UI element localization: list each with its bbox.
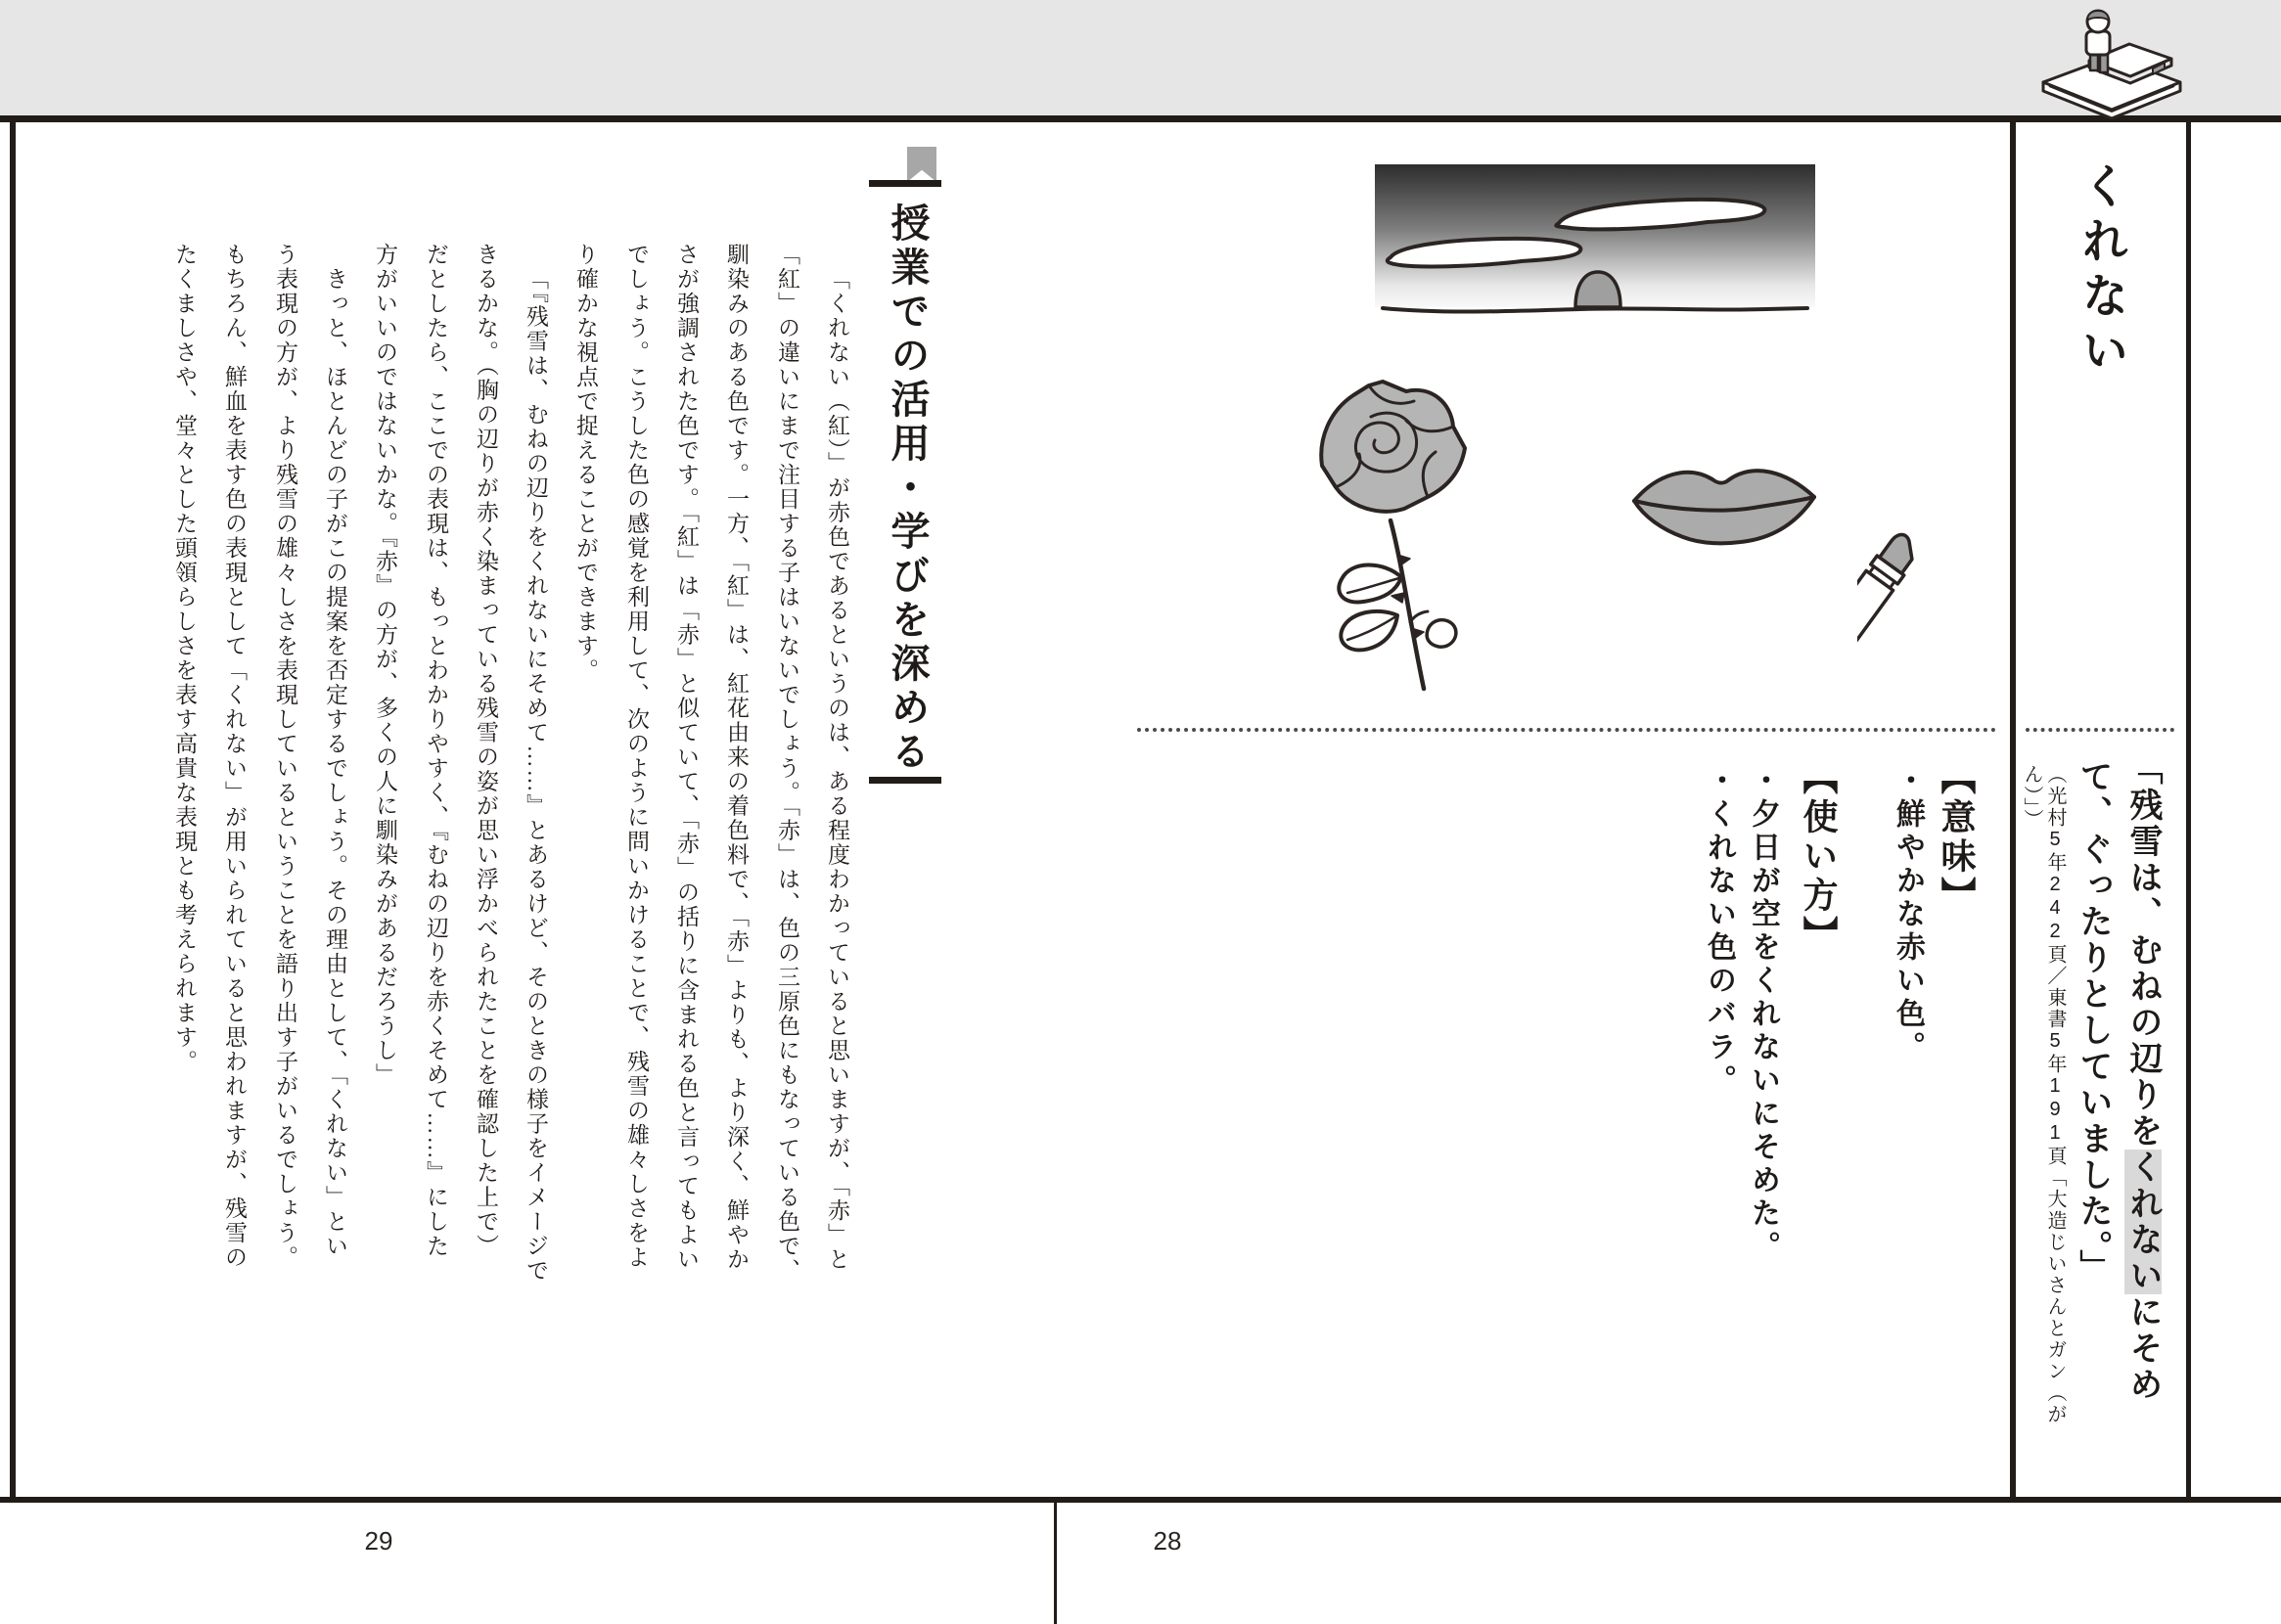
usage-item: ・くれない色のバラ。 <box>1703 765 1735 1098</box>
body-column: 「『残雪は、むねの辺りをくれないにそめて……』とあるけど、そのときの様子をイメージで <box>524 267 548 1284</box>
rose-illustration <box>1306 374 1473 706</box>
entry-title: くれない <box>2075 161 2126 381</box>
rule-left <box>10 115 16 1503</box>
usage-label: 【使い方】 <box>1799 759 1839 955</box>
section-title: 授業での活用・学びを深める <box>886 203 929 775</box>
top-band <box>0 0 2281 115</box>
body-column: でしょう。こうした色の感覚を利用して、次のように問いかけることで、残雪の雄々しさをよ <box>624 243 649 1270</box>
rule-bottom <box>0 1497 2281 1503</box>
meaning-item: ・鮮やかな赤い色。 <box>1892 765 1924 1064</box>
quote-highlighted-keyword: くれない <box>2124 1150 2162 1294</box>
body-column: きるかな。（胸の辺りが赤く染まっている残雪の姿が思い浮かべられたことを確認した上で） <box>474 243 498 1259</box>
rule-top <box>0 115 2281 122</box>
body-column: たくましさや、堂々とした頭領らしさを表す高貴な表現とも考えられます。 <box>172 243 197 1074</box>
quote-text: 「残雪は、むねの辺りを <box>2124 751 2162 1150</box>
meaning-label: 【意味】 <box>1937 759 1977 916</box>
bookmark-icon <box>907 147 936 182</box>
body-column: もちろん、鮮血を表す色の表現として「くれない」が用いられていると思われますが、残雪の <box>222 243 247 1270</box>
dotted-divider <box>1137 728 1996 732</box>
section-title-bar-top <box>869 180 941 187</box>
body-column: り確かな視点で捉えることができます。 <box>573 243 598 683</box>
quote-line-2: て、ぐったりとしていました。」 <box>2075 759 2112 1286</box>
dotted-divider-title-column <box>2026 728 2174 732</box>
body-column: 「くれない（紅）」が赤色であるというのは、ある程度わかっていると思いますが、「赤」と <box>825 267 849 1272</box>
sunset-sky-illustration <box>1375 164 1815 324</box>
lipstick-illustration <box>1857 526 1970 676</box>
rule-title-column-outer <box>2186 122 2191 1497</box>
person-reading-on-book-stack-icon <box>2035 8 2187 135</box>
quote-line-1 <box>2122 751 2164 1436</box>
footer-divider <box>1054 1503 1057 1624</box>
body-column: 方がいいのではないかな。『赤』の方が、多くの人に馴染みがあるだろうし」 <box>373 243 397 1088</box>
usage-item: ・夕日が空をくれないにそめた。 <box>1747 765 1779 1264</box>
quote-text: にそめ <box>2124 1294 2162 1403</box>
page-number-left: 29 <box>364 1526 393 1556</box>
body-column: 馴染みのある色です。一方、「紅」は、紅花由来の着色料で、「赤」よりも、より深く、鮮やか <box>724 243 749 1272</box>
body-column: さが強調された色です。「紅」は「赤」と似ていて、「赤」の括りに含まれる色と言ってもよい <box>674 243 699 1272</box>
body-column: 「紅」の違いにまで注目する子はいないでしょう。「赤」は、色の三原色にもなっている色で、 <box>775 243 799 1284</box>
page-number-right: 28 <box>1153 1526 1182 1556</box>
body-column: う表現の方が、より残雪の雄々しさを表現しているということを語り出す子がいるでしょう。 <box>273 243 297 1270</box>
quote-citation: （光村5年242頁／東書5年191頁「大造じいさんとガン（がん）」） <box>2021 764 2066 1425</box>
body-column: だとしたら、ここでの表現は、もっとわかりやすく、『むねの辺りを赤くそめて……』にした <box>424 243 448 1259</box>
rule-title-column-inner <box>2010 122 2016 1497</box>
lips-illustration <box>1626 448 1822 559</box>
body-column: きっと、ほとんどの子がこの提案を否定するでしょう。その理由として、「くれない」とい <box>323 267 347 1259</box>
